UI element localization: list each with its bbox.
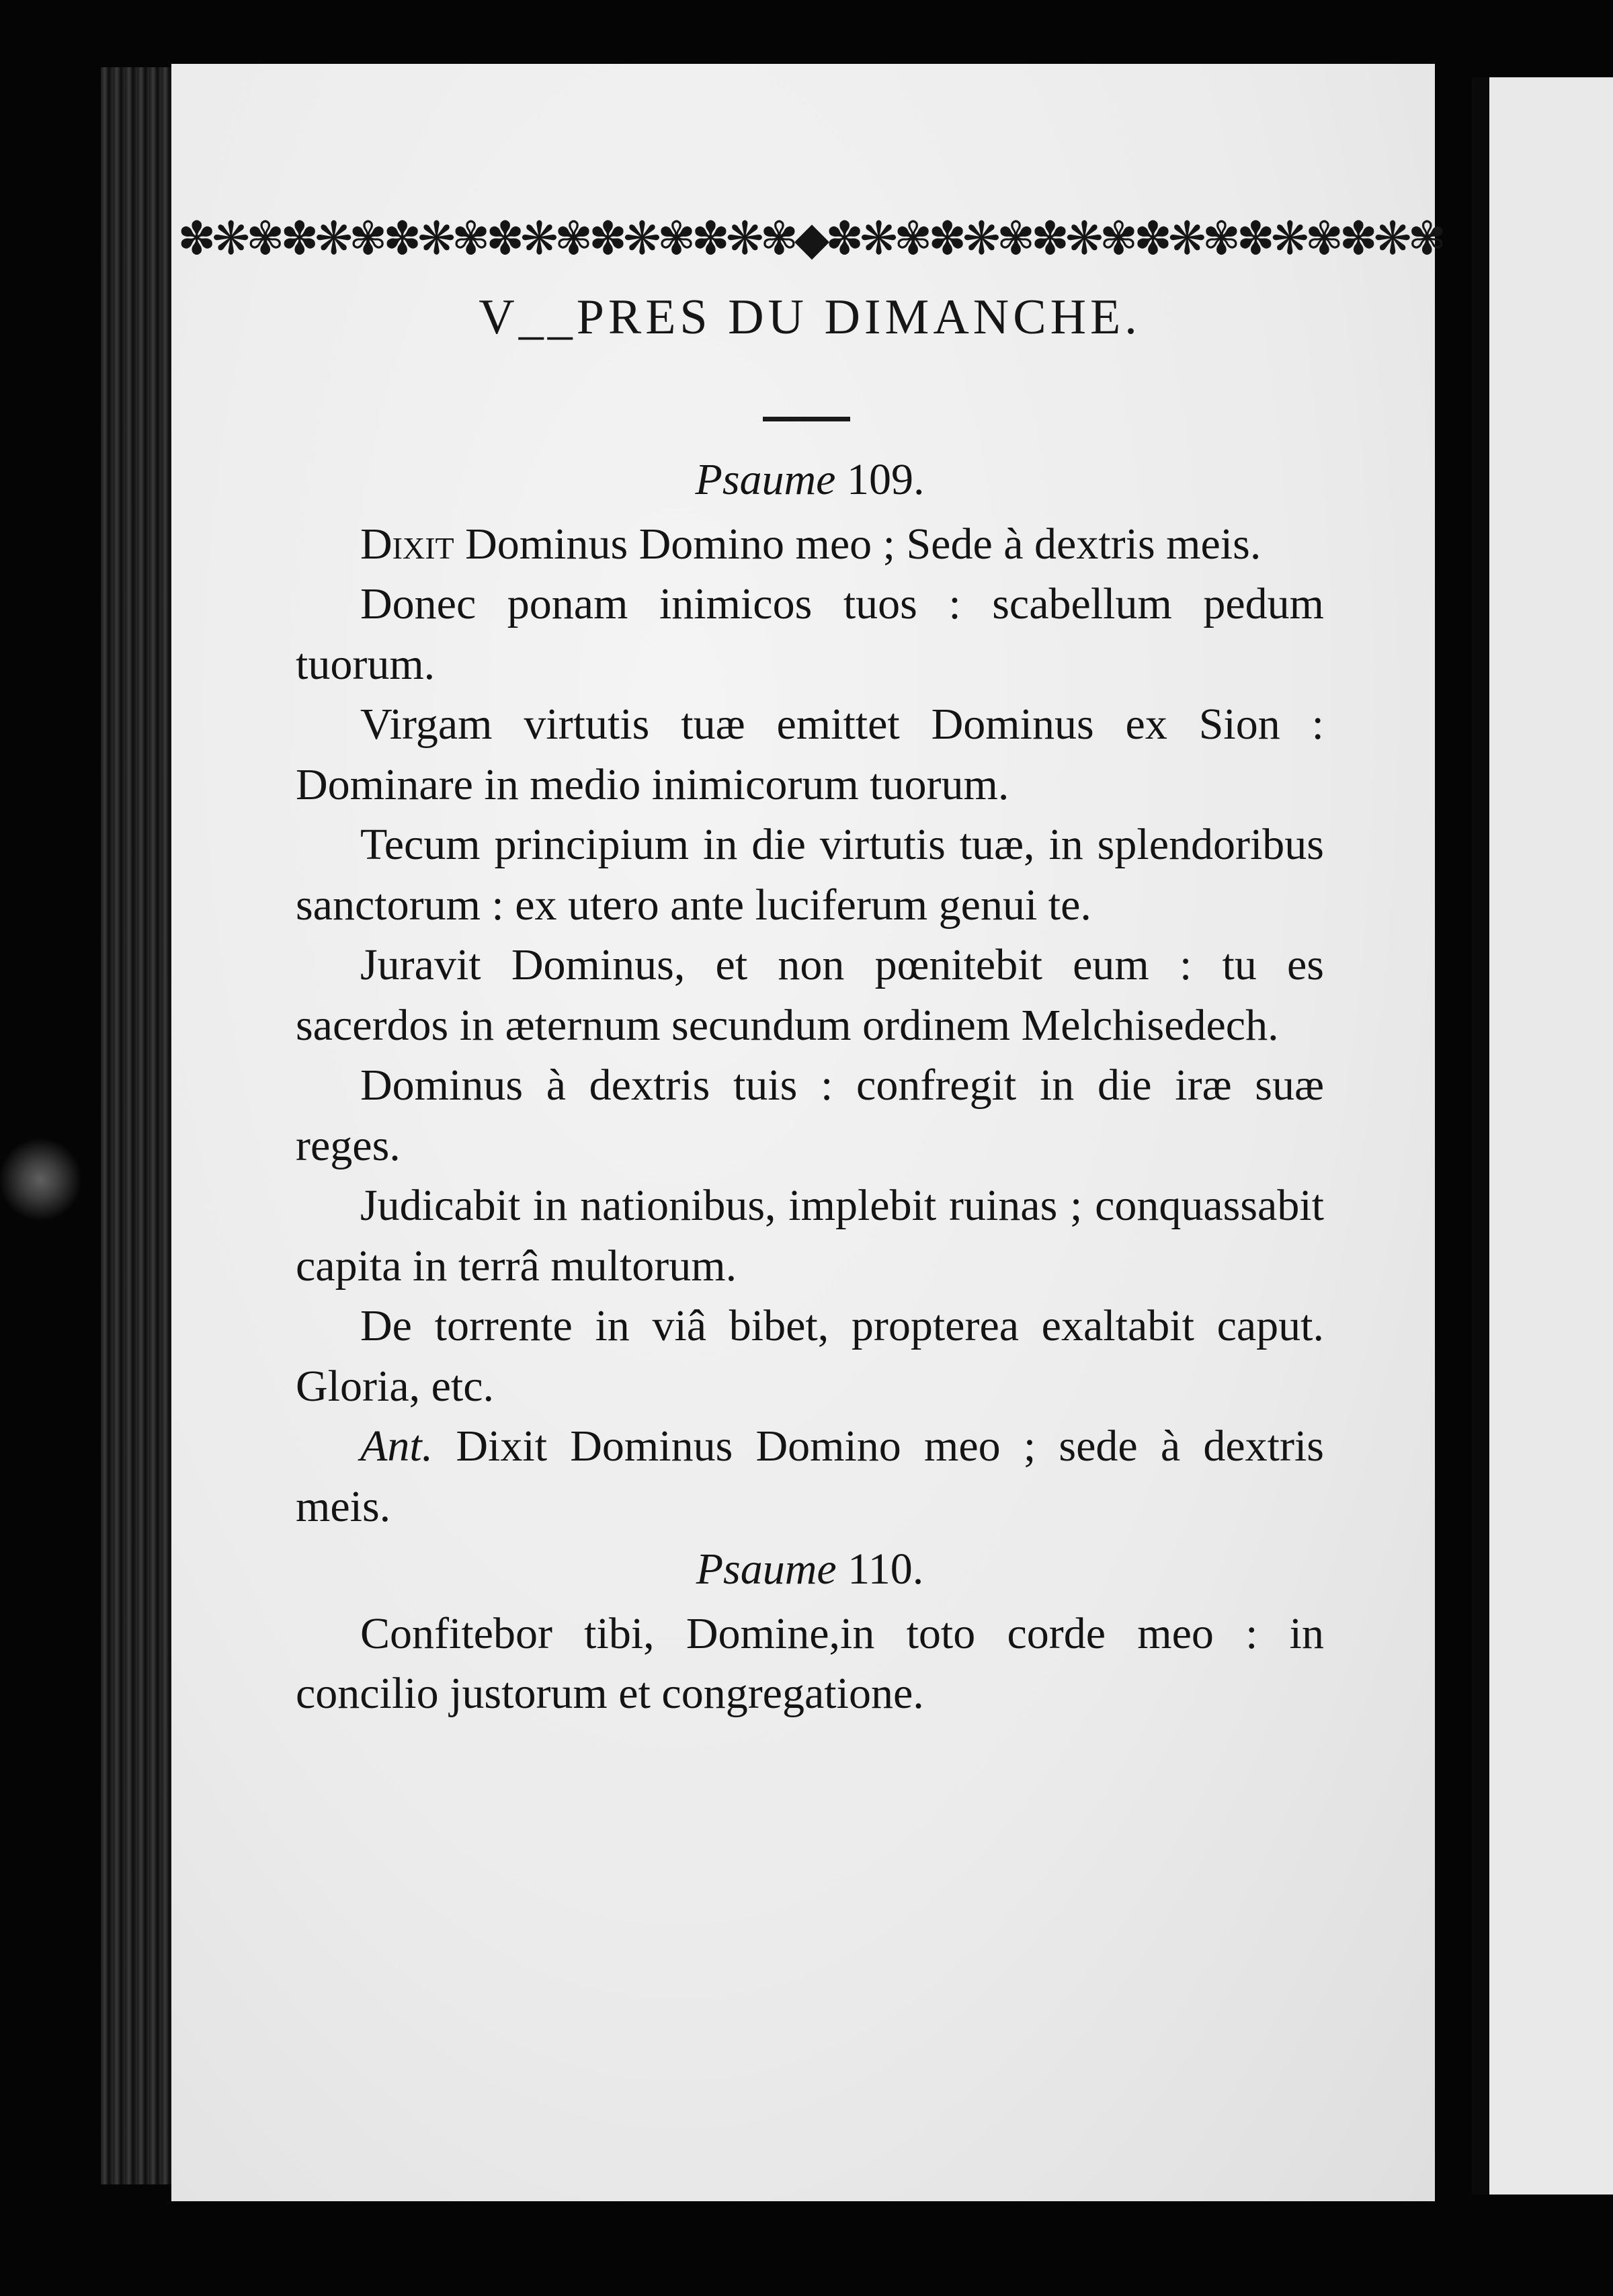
psalm-word: Psaume [695,455,836,504]
verse-1-text: Dominus Domino meo ; Sede à dextris meis. [454,519,1262,569]
antiphon [296,1416,1324,1536]
verse-8: De torrente in viâ bibet, propterea exaltabit caput. Gloria, etc. [296,1301,1324,1411]
psalm-number: 109. [835,455,925,504]
facing-page-edge [1472,77,1613,2195]
psalm-number: 110. [836,1545,924,1594]
verse-6: Dominus à dextris tuis : confregit in die iræ suæ reges. [296,1061,1324,1170]
verse-2: Donec ponam inimicos tuos : scabellum pedum tuorum. [296,579,1324,689]
book-binding [101,67,175,2184]
page-title: V__PRES DU DIMANCHE. [479,290,1141,345]
antiphon-label: Ant. [360,1422,433,1471]
psalm-110-heading [296,1539,1324,1600]
title-rule [763,417,850,421]
verse-1 [296,514,1324,575]
verse-5: Juravit Dominus, et non pœnitebit eum : tu es sacerdos in æternum secundum ordinem Melchisedech. [296,940,1324,1050]
verse-4: Tecum principium in die virtutis tuæ, in splendoribus sanctorum : ex utero ante luciferum genui te. [296,820,1324,930]
margin-blot [0,1136,81,1223]
verse-7: Judicabit in nationibus, implebit ruinas ; conquassabit capita in terrâ multorum. [296,1181,1324,1290]
antiphon-text: Dixit Dominus Domino meo ; sede à dextris meis. [296,1422,1324,1531]
page-body [296,447,1324,1724]
decorative-ornament-band: ✽❋✾✽❋✾✽❋✾✽❋✾✽❋✾✽❋✾◆✽❋✾✽❋✾✽❋✾✽❋✾✽❋✾✽❋✾ [177,212,1442,265]
psalm-110-verse-1: Confitebor tibi, Domine,in toto corde meo : in concilio justorum et congregatione. [296,1608,1324,1718]
verse-3: Virgam virtutis tuæ emittet Dominus ex Sion : Dominare in medio inimicorum tuorum. [296,700,1324,809]
first-word: Dixit [360,519,454,569]
psalm-109-heading [296,450,1324,510]
psalm-word: Psaume [696,1545,837,1594]
